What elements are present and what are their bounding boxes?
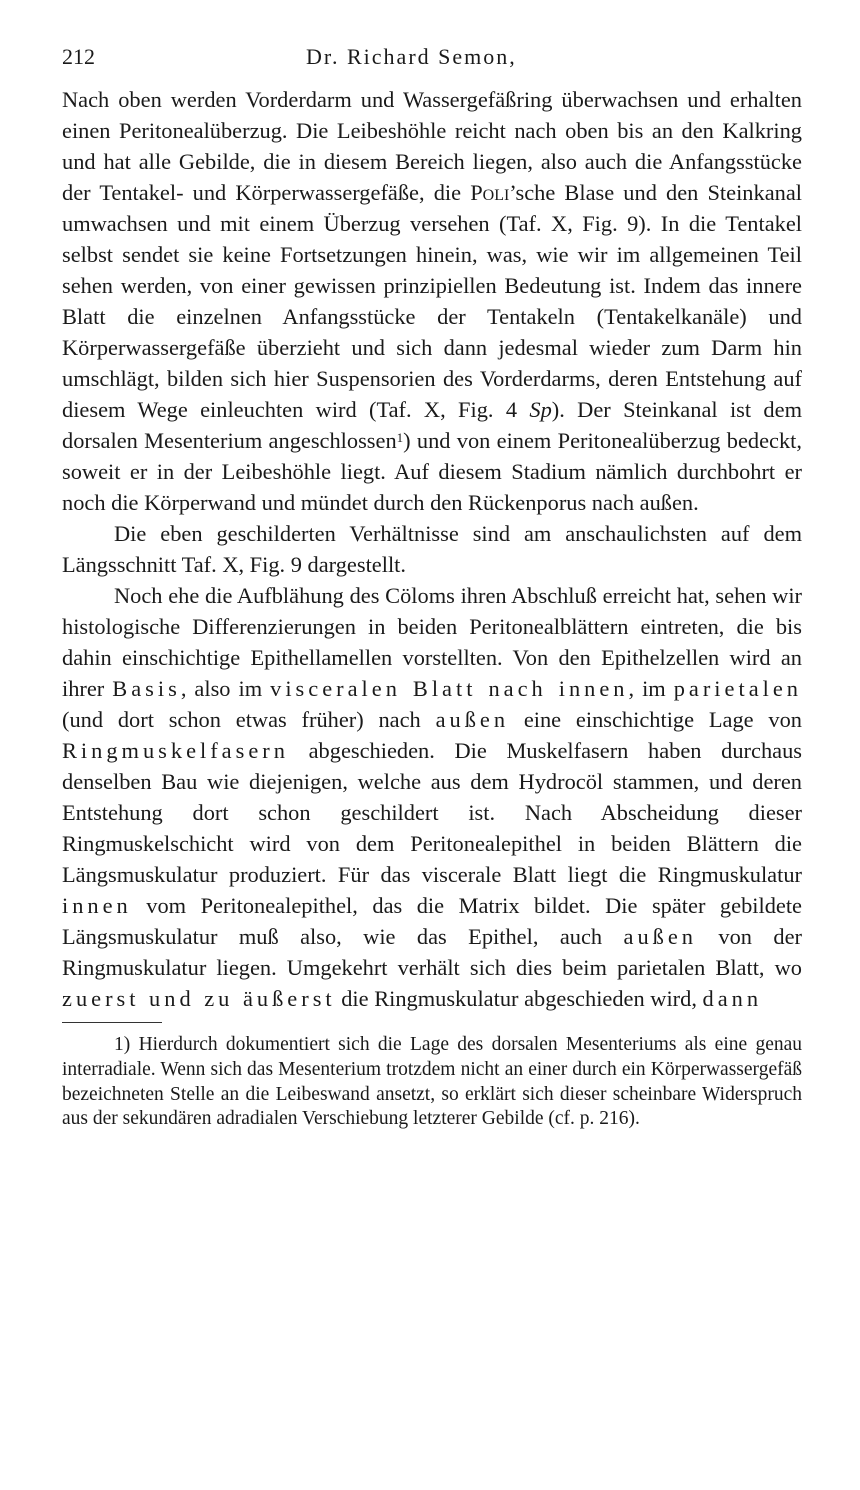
spaced-emphasis: Basis [112,676,181,701]
text-run: abgeschieden. Die Muskelfasern haben durchaus denselben Bau wie diejenigen, welche aus dem Hydrocöl stammen, und deren Entstehung dort schon geschildert ist. Nach Abscheidung dieser Ringmuskelschicht wird von dem Peritonealepithel in beiden Blättern die Längsmuskulatur produziert. Für das viscerale Blatt liegt die Ringmuskulatur [62,738,802,887]
text-run: ). Der Steinkanal ist dem dorsalen Mesenterium angeschlossen [62,397,802,453]
spaced-emphasis: parietalen [673,676,802,701]
spaced-emphasis: innen [62,893,132,918]
footnote [62,1033,802,1132]
spaced-emphasis: Ringmuskelfasern [62,738,289,763]
text-run: , im [628,676,674,701]
paragraph-3 [62,580,802,1014]
text-run: , also im [180,676,271,701]
spaced-emphasis: außen [623,924,697,949]
text-run: Noch ehe die Aufblähung des Cöloms ihren Abschluß erreicht hat, sehen wir histologische Differenzierungen in beiden Peritonealblättern eintreten, die bis dahin einschichtige Epithellamellen vorstellten. Von den Epithelzellen wird an ihrer [62,583,802,701]
footnote-text: Hierdurch dokumentiert sich die Lage des dorsalen Mesenteriums als eine genau interradiale. Wenn sich das Mesenterium trotzdem nicht an einer durch ein Körperwassergefäß bezeichneten Stelle an die Leibeswand ansetzt, so erklärt sich dieser scheinbare Widerspruch aus der sekundären adradialen Verschiebung letzterer Gebilde (cf. p. 216). [62,1034,803,1130]
running-head [62,44,802,84]
text-run: Nach oben werden Vorderdarm und Wassergefäßring überwachsen und erhalten einen Peritonealüberzug. Die Leibeshöhle reicht nach oben bis an den Kalkring und hat alle Gebilde, die in diesem Bereich liegen, also auch die Anfangsstücke der Tentakel- und Körperwassergefäße, die [62,87,802,205]
body-text [62,84,802,1014]
text-run: vom Peritonealepithel, das die Matrix bildet. Die später gebildete Längsmuskulatur muß also, wie das Epithel, auch [62,893,802,949]
text-run: ’sche Blase und den Steinkanal umwachsen und mit einem Überzug versehen (Taf. X, Fig. 9). In die Tentakel selbst sendet sie keine Fortsetzungen hinein, was, wie wir im allgemeinen Teil sehen werden, von einer gewissen prinzipiellen Bedeutung ist. Indem das innere Blatt die einzelnen Anfangsstücke der Tentakeln (Tentakelkanäle) und Körperwassergefäße überzieht und sich dann jedesmal wieder zum Darm hin umschlägt, bilden sich hier Suspensorien des Vorderdarms, deren Entstehung auf diesem Wege einleuchten wird (Taf. X, Fig. 4 [62,180,802,422]
spaced-emphasis: dann [702,986,763,1011]
running-title: Dr. Richard Semon, [306,44,517,69]
footnote-divider [62,1022,162,1023]
text-run: (und dort schon etwas früher) nach [62,707,436,732]
page [62,44,802,1132]
spaced-emphasis: außen [435,707,510,732]
figure-label-italic: Sp [529,397,552,422]
paragraph-2: Die eben geschilderten Verhältnisse sind am anschaulichsten auf dem Längsschnitt Taf. X, Fig. 9 dargestellt. [62,521,802,577]
spaced-emphasis: zuerst und zu äußerst [62,986,336,1011]
spaced-emphasis: visceralen Blatt nach innen [270,676,629,701]
footnote-reference[interactable]: 1 [396,430,404,445]
footnote-marker: 1) [114,1034,131,1055]
author-name-smallcaps: Poli [470,180,510,205]
page-number: 212 [62,44,95,69]
text-run: ) und von einem Peritonealüberzug bedeckt, soweit er in der Leibeshöhle liegt. Auf diesem Stadium nämlich durchbohrt er noch die Körperwand und mündet durch den Rückenporus nach außen. [62,428,803,515]
text-run: eine einschichtige Lage von [509,707,802,732]
text-run: von der Ringmuskulatur liegen. Umgekehrt verhält sich dies beim parietalen Blatt, wo [62,924,802,980]
paragraph-1 [62,84,802,518]
text-run: die Ringmuskulatur abgeschieden wird, [335,986,703,1011]
